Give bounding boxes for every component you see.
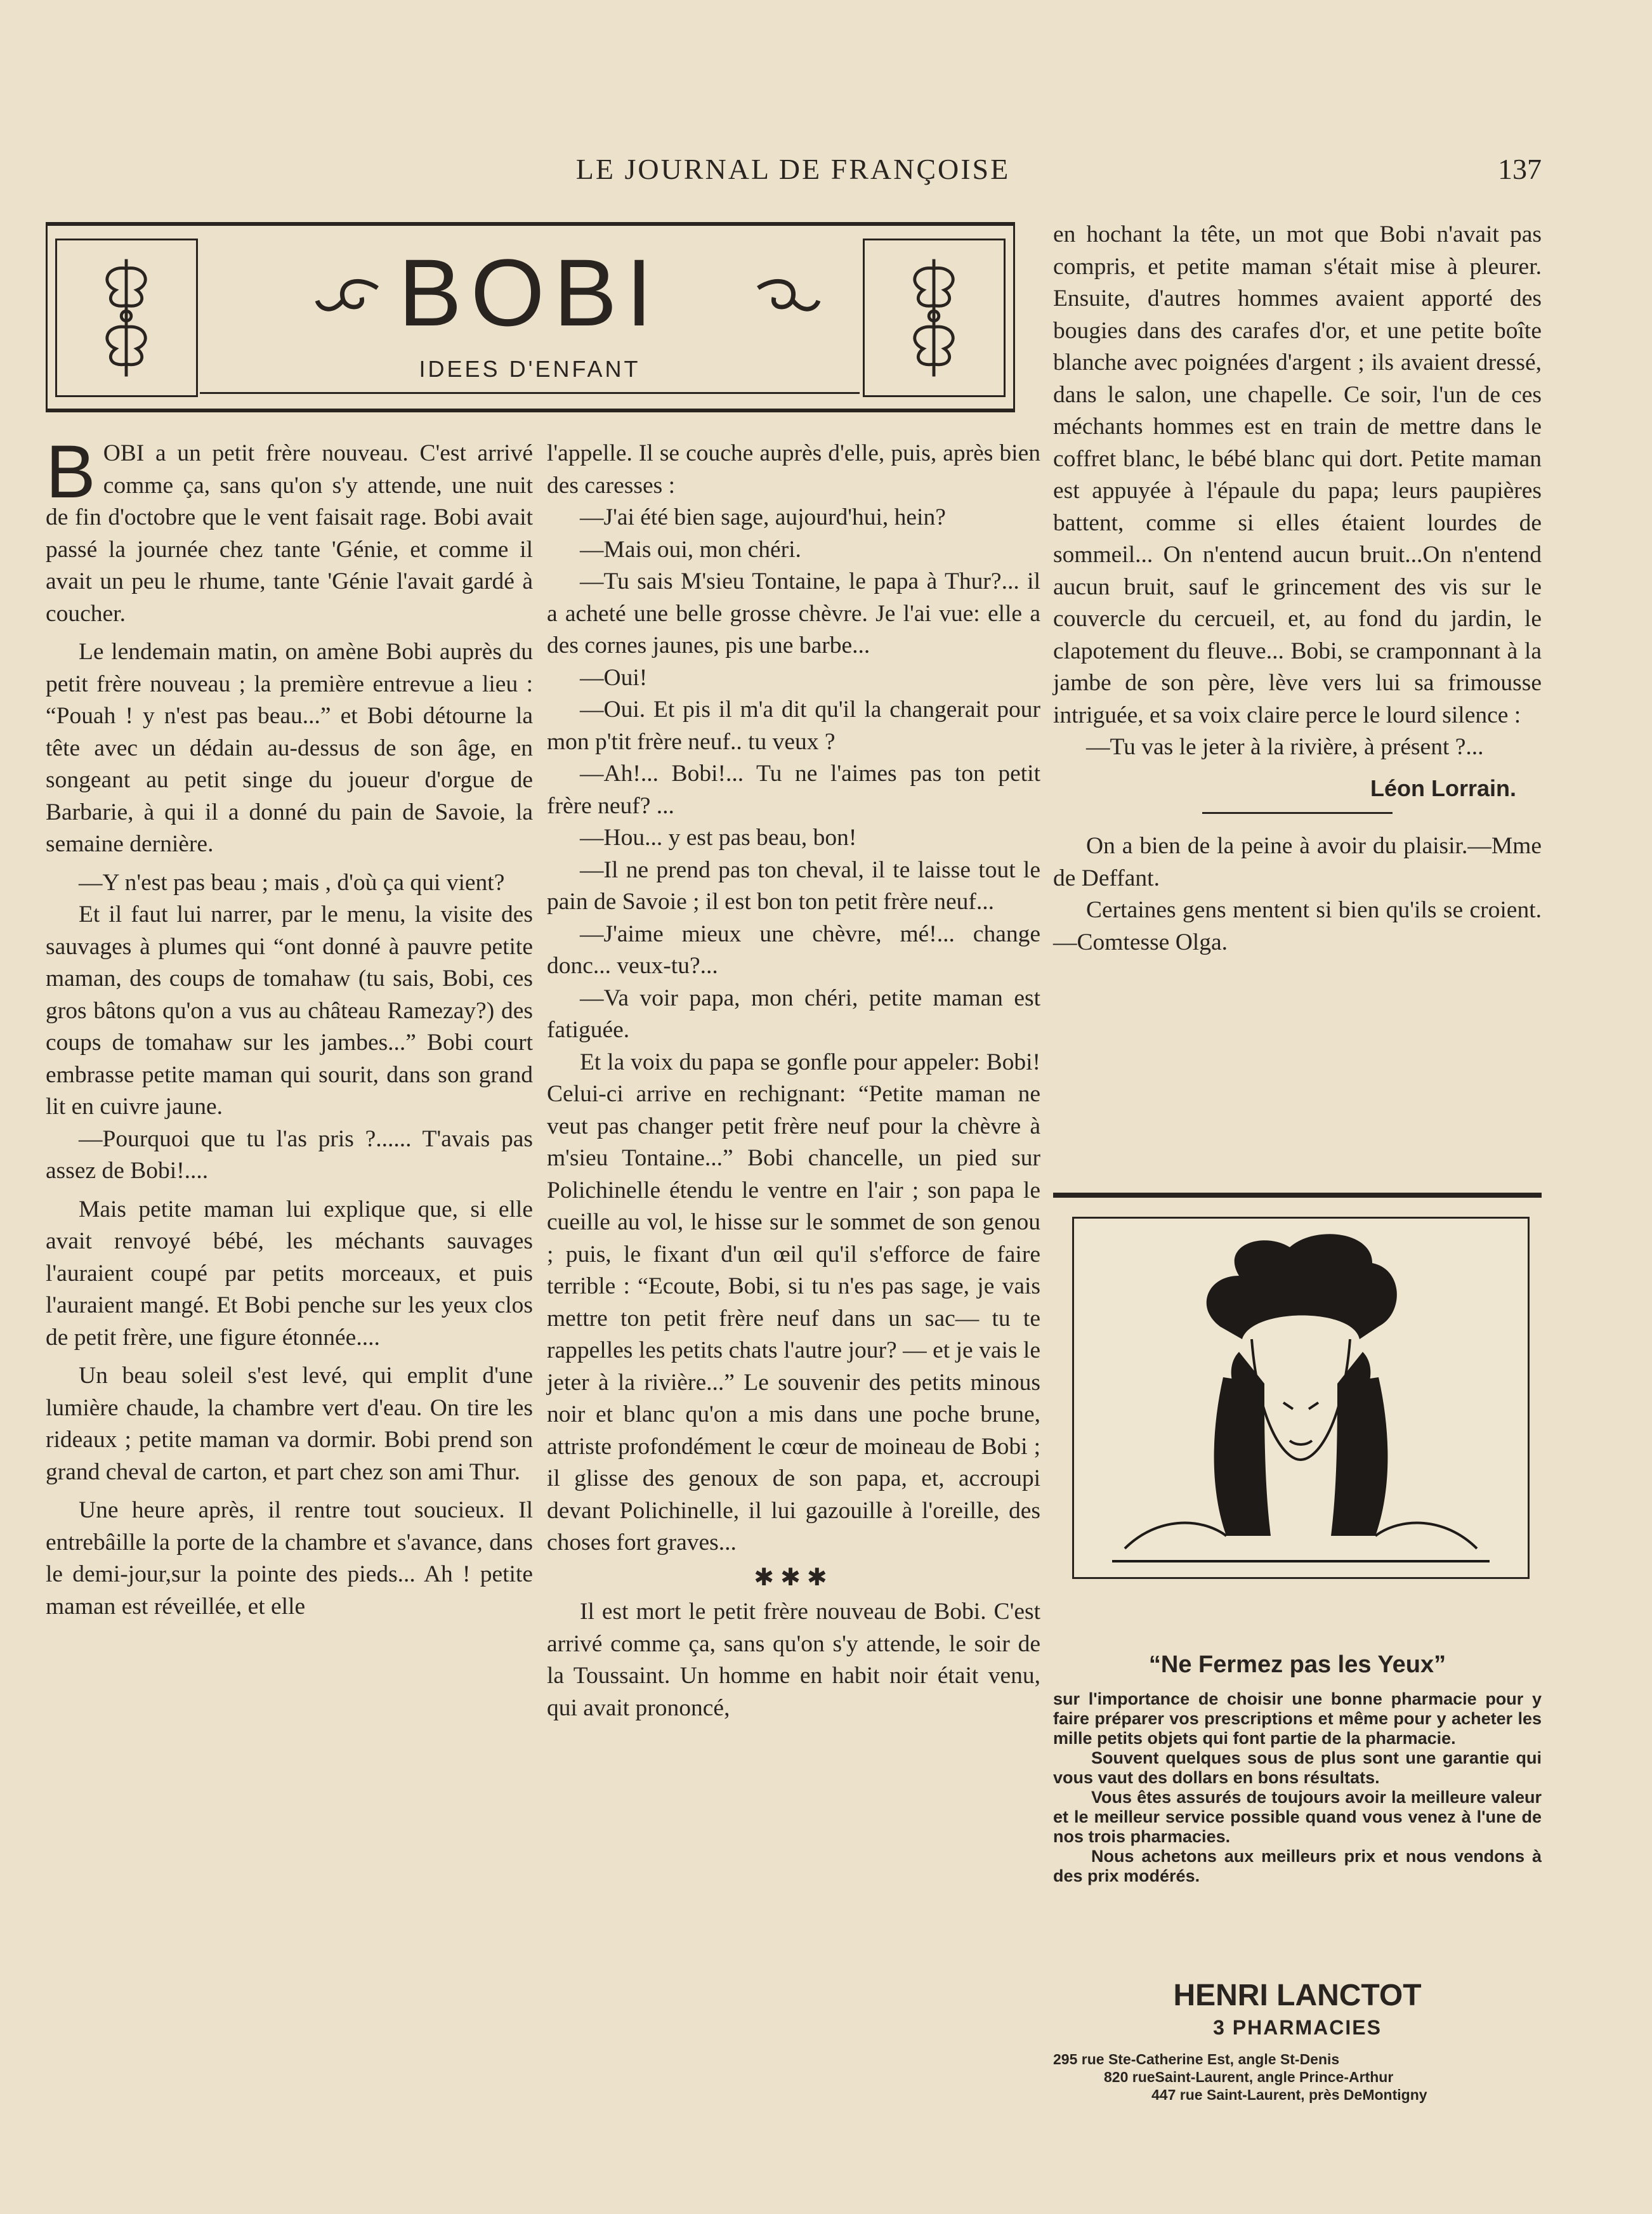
ad-paragraph: sur l'importance de choisir une bonne pharmacie pour y faire préparer vos prescriptions et même pour y acheter les mille petits objets qui font partie de la pharmacie. bbox=[1053, 1689, 1542, 1748]
drop-cap: B bbox=[46, 430, 96, 514]
article-paragraph: Et il faut lui narrer, par le menu, la visite des sauvages à plumes qui “ont donné à pauvre petite maman, des coups de tomahaw (tu sais, Bobi, ces gros bâtons qu'on a vus au château Ramezay?) des coups de tomahaw sur les jambes...” Bobi court embrasse petite maman qui sourit, dans son grand lit en cuivre jaune. bbox=[46, 901, 533, 1120]
article-column-3 bbox=[1053, 219, 1542, 959]
article-paragraph: Le lendemain matin, on amène Bobi auprès du petit frère nouveau ; la première entrevue a lieu : “Pouah ! y n'est pas beau...” et Bobi détourne la tête avec un dédain au-dessus de son âge, en songeant au petit singe du joueur d'orgue de Barbarie, à qui il a donné du pain de Savoie, la semaine dernière. bbox=[46, 639, 533, 857]
article-column-2 bbox=[547, 438, 1040, 1724]
section-separator: ✱✱✱ bbox=[754, 1564, 834, 1591]
article-paragraph: —Oui. Et pis il m'a dit qu'il la changerait pour mon p'tit frère neuf.. tu veux ? bbox=[547, 697, 1040, 755]
ad-address: 295 rue Ste-Catherine Est, angle St-Denis bbox=[1053, 2051, 1340, 2067]
divider bbox=[1202, 812, 1393, 814]
article-paragraph: —Tu vas le jeter à la rivière, à présent ?... bbox=[1086, 734, 1484, 760]
article-title: BOBI bbox=[398, 239, 662, 346]
pharmacy-advertisement bbox=[1053, 1193, 1542, 2111]
article-paragraph: Une heure après, il rentre tout soucieux. Il entrebâille la porte de la chambre et s'avance, dans le demi-jour,sur la pointe des pieds... Ah ! petite maman est réveillée, et elle bbox=[46, 1497, 533, 1620]
journal-title: LE JOURNAL DE FRANÇOISE bbox=[575, 153, 1011, 185]
ad-paragraph: Vous êtes assurés de toujours avoir la meilleure valeur et le meilleur service possible quand vous venez à l'une de nos trois pharmacies. bbox=[1053, 1788, 1542, 1846]
ad-brand-name: HENRI LANCTOT bbox=[1173, 1979, 1422, 2012]
article-paragraph: l'appelle. Il se couche auprès d'elle, puis, après bien des caresses : bbox=[547, 440, 1040, 499]
title-banner bbox=[46, 222, 1015, 412]
article-paragraph: —Y n'est pas beau ; mais , d'où ça qui vient? bbox=[79, 869, 505, 896]
article-subtitle: IDEES D'ENFANT bbox=[419, 356, 641, 382]
article-paragraph: —Hou... y est pas beau, bon! bbox=[580, 825, 857, 851]
article-paragraph: —Ah!... Bobi!... Tu ne l'aimes pas ton petit frère neuf? ... bbox=[547, 761, 1040, 819]
article-paragraph: —Il ne prend pas ton cheval, il te laisse tout le pain de Savoie ; il est bon ton petit frère neuf... bbox=[547, 856, 1040, 915]
article-paragraph: —Mais oui, mon chéri. bbox=[580, 536, 801, 563]
ad-address: 447 rue Saint-Laurent, près DeMontigny bbox=[1151, 2086, 1427, 2103]
author-signature: Léon Lorrain. bbox=[1370, 775, 1516, 801]
article-paragraph: —Oui! bbox=[580, 664, 648, 691]
swash-right-icon bbox=[752, 275, 822, 326]
quote: On a bien de la peine à avoir du plaisir.—Mme de Deffant. bbox=[1053, 833, 1542, 891]
running-header bbox=[0, 152, 1652, 190]
article-column-1 bbox=[46, 430, 533, 1623]
quote: Certaines gens mentent si bien qu'ils se croient.—Comtesse Olga. bbox=[1053, 897, 1542, 955]
article-paragraph: —J'aime mieux une chèvre, mé!... change donc... veux-tu?... bbox=[547, 920, 1040, 979]
article-paragraph: Mais petite maman lui explique que, si elle avait renvoyé bébé, les méchants sauvages l'auraient coupé par petits morceaux, et puis l'auraient mangé. Et Bobi penche sur les yeux clos de petit frère, une figure étonnée.... bbox=[46, 1196, 533, 1351]
divider bbox=[200, 392, 860, 394]
page-number: 137 bbox=[1498, 153, 1542, 185]
ad-headline: “Ne Fermez pas les Yeux” bbox=[1148, 1651, 1446, 1678]
article-paragraph: Un beau soleil s'est levé, qui emplit d'une lumière chaude, la chambre vert d'eau. On tire les rideaux ; petite maman va dormir. Bobi prend son grand cheval de carton, et part chez son ami Thur. bbox=[46, 1363, 533, 1485]
article-paragraph: Et la voix du papa se gonfle pour appeler: Bobi! Celui-ci arrive en rechignant: “Petite maman ne veut pas changer petit frère neuf pour la chèvre à m'sieu Tontaine...” Bobi chancelle, un pied sur Polichinelle étendu le ventre en l'air ; son papa le cueille au vol, le hisse sur le sommet de son genou ; puis, le fixant d'un œil qu'il s'efforce de faire terrible : “Ecoute, Bobi, si tu n'es pas sage, je vais mettre ton petit frère neuf dans un sac— tu te rappelles les petits chats l'autre jour? — et je vais le jeter à la rivière...” Le souvenir des petits minous noir et blanc qu'on a mis dans une poche brune, attriste profondément le cœur de moineau de Bobi ; il glisse des genoux de son papa, et, accroupi devant Polichinelle, il lui gazouille à l'oreille, des choses fort graves... bbox=[547, 1049, 1040, 1556]
article-paragraph: Il est mort le petit frère nouveau de Bobi. C'est arrivé comme ça, sans qu'on s'y attende, le soir de la Toussaint. Un homme en habit noir était venu, qui avait prononcé, bbox=[547, 1599, 1040, 1721]
ad-paragraph: Nous achetons aux meilleurs prix et nous vendons à des prix modérés. bbox=[1053, 1847, 1542, 1885]
ad-illustration bbox=[1072, 1217, 1530, 1579]
ad-body bbox=[1053, 1689, 1542, 1886]
article-paragraph: —Pourquoi que tu l'as pris ?...... T'avais pas assez de Bobi!.... bbox=[46, 1125, 533, 1184]
ad-paragraph: Souvent quelques sous de plus sont une garantie qui vous vaut des dollars en bons résultats. bbox=[1053, 1748, 1542, 1787]
article-paragraph: en hochant la tête, un mot que Bobi n'avait pas compris, et petite maman s'était mise à pleurer. Ensuite, d'autres hommes avaient apporté des bougies dans des carafes d'or, et une petite boîte blanche avec poignées d'argent ; ils avaient dressé, dans le salon, une chapelle. Ce soir, l'un de ces méchants hommes est en train de mettre dans le coffret blanc, le bébé blanc qui dort. Petite maman est appuyée à l'épaule du papa; leurs paupières battent, comme si elles étaient lourdes de sommeil... On n'entend aucun bruit...On n'entend aucun bruit, sauf le grincement des vis sur le couvercle du cercueil, et, au fond du jardin, le clapotement du fleuve... Bobi, se cramponnant à la jambe de son père, lève vers lui sa frimousse intriguée, et sa voix claire perce le lourd silence : bbox=[1053, 221, 1542, 728]
fleur-ornament-icon bbox=[55, 239, 198, 397]
article-paragraph: —J'ai été bien sage, aujourd'hui, hein? bbox=[580, 504, 946, 530]
article-paragraph: BOBI a un petit frère nouveau. C'est arrivé comme ça, sans qu'on s'y attende, une nuit de fin d'octobre que le vent faisait rage. Bobi avait passé la journée chez tante 'Génie, et comme il avait un peu le rhume, tante 'Génie l'avait gardé à coucher. bbox=[46, 430, 533, 627]
ad-brand-subtitle: 3 PHARMACIES bbox=[1213, 2016, 1382, 2039]
ad-address: 820 rueSaint-Laurent, angle Prince-Arthur bbox=[1104, 2069, 1394, 2085]
article-paragraph: —Va voir papa, mon chéri, petite maman est fatiguée. bbox=[547, 985, 1040, 1043]
article-paragraph: —Tu sais M'sieu Tontaine, le papa à Thur?... il a acheté une belle grosse chèvre. Je l'ai vue: elle a des cornes jaunes, pis une barbe... bbox=[547, 568, 1040, 658]
fleur-ornament-icon bbox=[863, 239, 1006, 397]
